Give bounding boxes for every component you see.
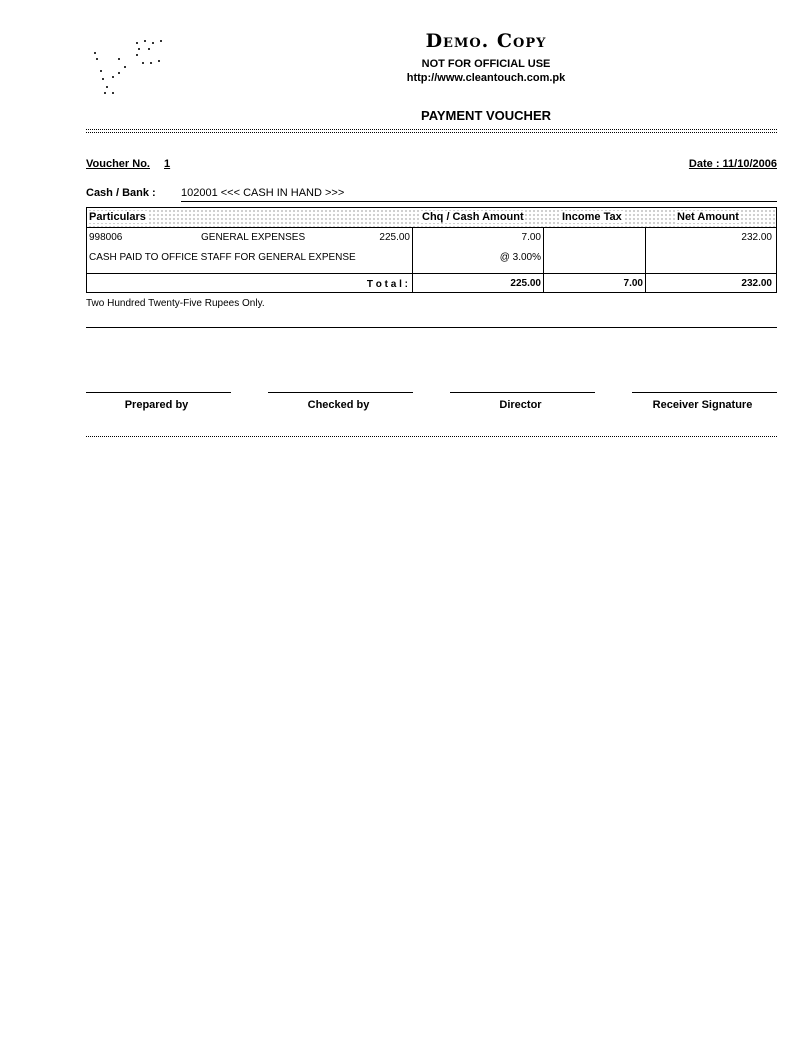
section-divider [86,327,777,328]
total-amount: 225.00 [510,278,541,289]
row-tax: 7.00 [521,232,541,243]
footer-divider [86,436,777,437]
total-tax: 7.00 [623,278,643,289]
account-name: GENERAL EXPENSES [201,232,306,243]
signature-line-prepared [86,392,231,393]
company-logo [88,36,168,98]
receiver-signature-label: Receiver Signature [652,399,753,411]
header-net-amount: Net Amount [677,211,739,223]
header-amount: Chq / Cash Amount [422,211,524,223]
prepared-by-label: Prepared by [124,399,189,411]
signature-line-receiver [632,392,777,393]
cash-bank-label: Cash / Bank : [86,187,156,199]
account-code: 998006 [89,232,123,243]
voucher-number: 1 [164,158,171,170]
narration: CASH PAID TO OFFICE STAFF FOR GENERAL EXPENSE [89,252,356,263]
voucher-number-label: Voucher No. [86,158,150,170]
col-divider-1 [412,228,413,292]
voucher-table [86,207,777,293]
voucher-title: PAYMENT VOUCHER [420,108,552,123]
row-tax-rate: @ 3.00% [499,252,541,263]
total-divider [87,273,776,274]
table-header-row [87,208,776,228]
signature-line-director [450,392,595,393]
col-divider-2 [543,228,544,292]
cash-bank-underline [181,201,777,202]
checked-by-label: Checked by [307,399,370,411]
total-label: T o t a l : [366,279,408,290]
col-divider-3 [645,228,646,292]
director-label: Director [499,399,542,411]
voucher-date: Date : 11/10/2006 [688,158,777,170]
header-income-tax: Income Tax [562,211,622,223]
header-particulars: Particulars [89,211,146,223]
website-link[interactable]: http://www.cleantouch.com.pk [406,72,566,84]
row-amount: 225.00 [379,232,410,243]
header-divider-top [86,129,777,130]
header-divider-bottom [86,132,777,133]
demo-copy-title: Demo. Copy [425,30,547,52]
not-official-notice: NOT FOR OFFICIAL USE [421,58,551,70]
signature-line-checked [268,392,413,393]
total-net: 232.00 [741,278,772,289]
amount-in-words: Two Hundred Twenty-Five Rupees Only. [86,298,265,309]
cash-bank-value: 102001 <<< CASH IN HAND >>> [181,187,345,199]
row-net: 232.00 [741,232,772,243]
